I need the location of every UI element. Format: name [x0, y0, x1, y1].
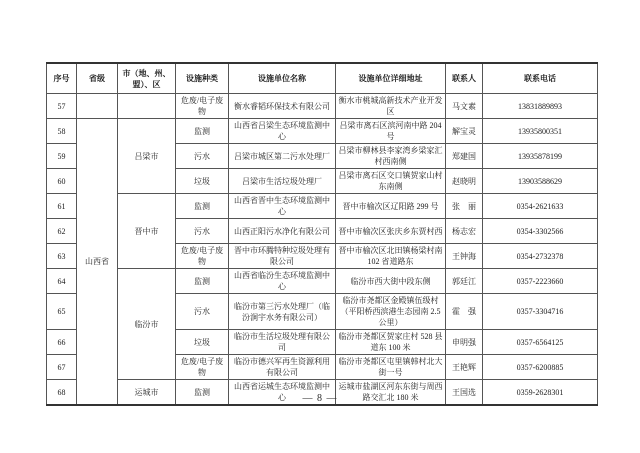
table-row: [47, 94, 598, 119]
cell-serial: 67: [47, 355, 77, 380]
cell-facility-name: 山西省晋中生态环境监测中心: [229, 194, 336, 219]
cell-phone: 0354-2621633: [483, 194, 598, 219]
cell-facility-name: 吕梁市城区第二污水处理厂: [229, 144, 336, 169]
cell-address: 临汾市尧都区贺家庄村 528 县道东 100 米: [336, 330, 446, 355]
cell-facility-name: 山西省吕梁生态环境监测中心: [229, 119, 336, 144]
cell-city: 临汾市: [118, 269, 176, 380]
cell-facility-type: 监测: [176, 119, 229, 144]
cell-serial: 64: [47, 269, 77, 294]
cell-contact: 杨志宏: [446, 219, 483, 244]
cell-contact: 解宝灵: [446, 119, 483, 144]
cell-contact: 赵晓明: [446, 169, 483, 194]
table-body: [47, 94, 598, 406]
cell-facility-type: 危废/电子废物: [176, 244, 229, 269]
cell-contact: 王艳辉: [446, 355, 483, 380]
cell-facility-type: 监测: [176, 380, 229, 406]
cell-address: 晋中市榆次区北田镇杨梁村南 102 省道路东: [336, 244, 446, 269]
cell-facility-name: 晋中市环腾特种垃圾处理有限公司: [229, 244, 336, 269]
cell-facility-type: 监测: [176, 269, 229, 294]
cell-city: 运城市: [118, 380, 176, 406]
cell-phone: 0357-6200885: [483, 355, 598, 380]
header-contact: 联系人: [446, 63, 483, 94]
cell-address: 运城市盐湖区河东东街与周西路交汇北 180 米: [336, 380, 446, 406]
cell-facility-name: 山西省运城生态环境监测中心: [229, 380, 336, 406]
cell-contact: 马文素: [446, 94, 483, 119]
cell-facility-name: 山西正阳污水净化有限公司: [229, 219, 336, 244]
cell-facility-name: 临汾市第三污水处理厂（临汾涧宇水务有限公司）: [229, 294, 336, 330]
cell-contact: 郭廷江: [446, 269, 483, 294]
cell-contact: 申明强: [446, 330, 483, 355]
cell-facility-type: 污水: [176, 219, 229, 244]
page-number: — 8 —: [302, 393, 338, 404]
cell-facility-name: 吕梁市生活垃圾处理厂: [229, 169, 336, 194]
cell-phone: 0357-2223660: [483, 269, 598, 294]
cell-facility-name: 山西省临汾生态环境监测中心: [229, 269, 336, 294]
table-header: [47, 63, 598, 94]
header-city: 市（地、州、盟）、区: [118, 63, 176, 94]
cell-phone: 13935878199: [483, 144, 598, 169]
header-province: 省级: [77, 63, 118, 94]
cell-contact: 王钟海: [446, 244, 483, 269]
cell-phone: 0354-3302566: [483, 219, 598, 244]
cell-serial: 68: [47, 380, 77, 406]
table-row: [47, 194, 598, 219]
cell-contact: 郑建国: [446, 144, 483, 169]
cell-facility-type: 污水: [176, 294, 229, 330]
cell-facility-type: 垃圾: [176, 330, 229, 355]
cell-contact: 张 丽: [446, 194, 483, 219]
cell-serial: 66: [47, 330, 77, 355]
cell-serial: 63: [47, 244, 77, 269]
header-address: 设施单位详细地址: [336, 63, 446, 94]
table-row: [47, 119, 598, 144]
cell-phone: 0354-2732378: [483, 244, 598, 269]
cell-facility-type: 污水: [176, 144, 229, 169]
cell-address: 吕梁市离石区滨河南中路 204 号: [336, 119, 446, 144]
cell-province: 山西省: [77, 119, 118, 406]
table-row: [47, 269, 598, 294]
header-facility-name: 设施单位名称: [229, 63, 336, 94]
cell-phone: 13935800351: [483, 119, 598, 144]
cell-address: 临汾市尧都区金殿镇伍级村（平阳桥西滨港生态园南 2.5 公里）: [336, 294, 446, 330]
facility-table: [46, 62, 598, 406]
cell-address: 衡水市桃城高新技术产业开发区: [336, 94, 446, 119]
cell-serial: 57: [47, 94, 77, 119]
cell-address: 吕梁市离石区交口镇贺家山村东南侧: [336, 169, 446, 194]
header-phone: 联系电话: [483, 63, 598, 94]
cell-serial: 62: [47, 219, 77, 244]
cell-serial: 59: [47, 144, 77, 169]
cell-serial: 61: [47, 194, 77, 219]
cell-serial: 60: [47, 169, 77, 194]
cell-city: [118, 94, 176, 119]
cell-address: 晋中市榆次区张庆乡东贾村西: [336, 219, 446, 244]
cell-serial: 58: [47, 119, 77, 144]
cell-province: [77, 94, 118, 119]
header-row: [47, 63, 598, 94]
header-serial: 序号: [47, 63, 77, 94]
cell-city: 晋中市: [118, 194, 176, 269]
cell-address: 临汾市尧都区屯里镇韩村北大街一号: [336, 355, 446, 380]
cell-contact: 霍 强: [446, 294, 483, 330]
cell-phone: 13831889893: [483, 94, 598, 119]
cell-serial: 65: [47, 294, 77, 330]
cell-contact: 王国选: [446, 380, 483, 406]
cell-facility-name: 衡水睿韬环保技术有限公司: [229, 94, 336, 119]
cell-city: 吕梁市: [118, 119, 176, 194]
cell-phone: 13903588629: [483, 169, 598, 194]
header-facility-type: 设施种类: [176, 63, 229, 94]
cell-facility-type: 危废/电子废物: [176, 355, 229, 380]
cell-facility-name: 临汾市生活垃圾处理有限公司: [229, 330, 336, 355]
cell-address: 吕梁市柳林县李家湾乡梁家汇村西南侧: [336, 144, 446, 169]
cell-facility-type: 垃圾: [176, 169, 229, 194]
cell-facility-type: 监测: [176, 194, 229, 219]
cell-phone: 0357-3304716: [483, 294, 598, 330]
cell-address: 临汾市西大街中段东侧: [336, 269, 446, 294]
cell-phone: 0357-6564125: [483, 330, 598, 355]
cell-facility-type: 危废/电子废物: [176, 94, 229, 119]
cell-phone: 0359-2628301: [483, 380, 598, 406]
cell-address: 晋中市榆次区辽阳路 299 号: [336, 194, 446, 219]
cell-facility-name: 临汾市德兴军再生资源利用有限公司: [229, 355, 336, 380]
